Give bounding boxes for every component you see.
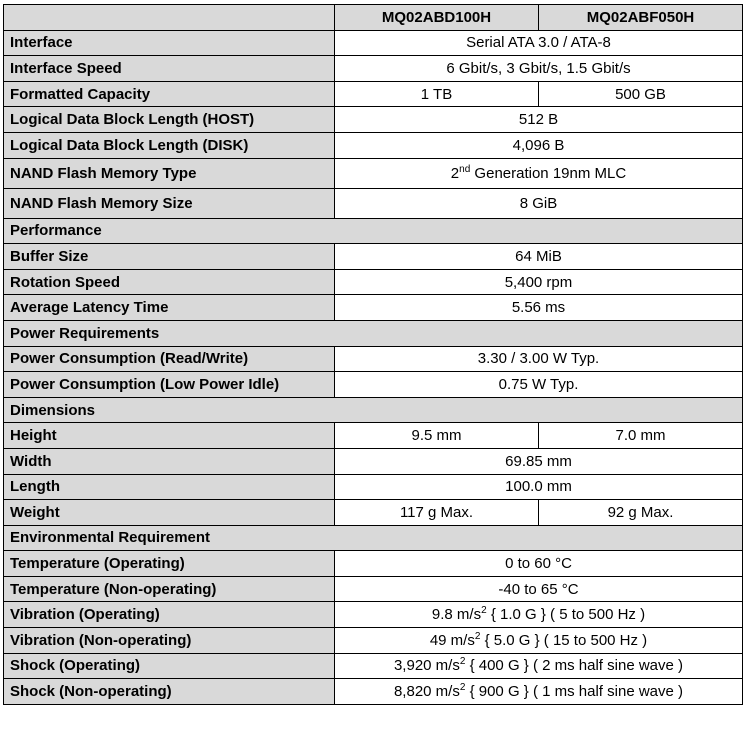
spec-value: 3.30 / 3.00 W Typ. [335,346,743,372]
spec-value: 64 MiB [335,244,743,270]
spec-table [3,4,743,705]
spec-value-text: 3,920 m/s [393,657,460,675]
spec-value-superscript: 2 [481,605,487,617]
spec-label: Interface [4,30,335,56]
spec-label: Temperature (Operating) [4,551,335,577]
spec-value-model-a: 9.5 mm [335,423,539,449]
spec-label: Vibration (Non-operating) [4,628,335,654]
section-title: Dimensions [4,397,743,423]
spec-row [4,56,743,82]
corner-cell [4,5,335,31]
section-row [4,525,743,551]
spec-value-text: 49 m/s [429,631,475,649]
section-row [4,218,743,244]
spec-label: Power Consumption (Low Power Idle) [4,372,335,398]
spec-value-text: { 400 G } ( 2 ms half sine wave ) [465,657,684,675]
spec-row [4,500,743,526]
spec-label: NAND Flash Memory Size [4,188,335,218]
spec-row [4,30,743,56]
spec-value-text: 9.8 m/s [431,606,482,624]
header-row [4,5,743,31]
spec-value-text: { 1.0 G } ( 5 to 500 Hz ) [486,606,646,624]
spec-row [4,295,743,321]
spec-value-superscript: 2 [459,682,466,694]
spec-value-text: { 900 G } ( 1 ms half sine wave ) [465,683,684,701]
spec-value-text: 8,820 m/s [393,683,460,701]
spec-row [4,602,743,628]
section-row [4,397,743,423]
spec-row [4,107,743,133]
spec-table-body [4,5,743,705]
section-row [4,320,743,346]
spec-value: 69.85 mm [335,448,743,474]
spec-row [4,474,743,500]
spec-value-text: 2 [450,164,460,182]
spec-value: Serial ATA 3.0 / ATA-8 [335,30,743,56]
spec-value-model-a: 1 TB [335,81,539,107]
spec-row [4,653,743,679]
spec-label: Width [4,448,335,474]
spec-value [335,602,743,628]
spec-value: -40 to 65 °C [335,576,743,602]
spec-value-text: Generation 19nm MLC [470,164,627,182]
spec-value: 6 Gbit/s, 3 Gbit/s, 1.5 Gbit/s [335,56,743,82]
spec-label: Weight [4,500,335,526]
spec-label: Buffer Size [4,244,335,270]
spec-value [335,679,743,705]
spec-label: Length [4,474,335,500]
model-a-header: MQ02ABD100H [335,5,539,31]
spec-row [4,132,743,158]
spec-label: Average Latency Time [4,295,335,321]
spec-value: 512 B [335,107,743,133]
spec-row [4,372,743,398]
model-b-header: MQ02ABF050H [539,5,743,31]
spec-value-model-a: 117 g Max. [335,500,539,526]
spec-row [4,346,743,372]
spec-value-model-b: 92 g Max. [539,500,743,526]
spec-value-model-b: 500 GB [539,81,743,107]
spec-row [4,158,743,188]
spec-value: 0 to 60 °C [335,551,743,577]
spec-label: NAND Flash Memory Type [4,158,335,188]
spec-value-model-b: 7.0 mm [539,423,743,449]
spec-label: Logical Data Block Length (DISK) [4,132,335,158]
spec-label: Temperature (Non-operating) [4,576,335,602]
spec-row [4,269,743,295]
spec-value-superscript: 2 [474,630,481,642]
spec-label: Shock (Operating) [4,653,335,679]
spec-label: Formatted Capacity [4,81,335,107]
spec-label: Logical Data Block Length (HOST) [4,107,335,133]
spec-row [4,423,743,449]
spec-row [4,448,743,474]
spec-label: Interface Speed [4,56,335,82]
spec-value-superscript: nd [459,163,471,175]
spec-value-text: { 5.0 G } ( 15 to 500 Hz ) [480,631,648,649]
spec-label: Vibration (Operating) [4,602,335,628]
spec-value [335,653,743,679]
spec-row [4,628,743,654]
spec-label: Height [4,423,335,449]
spec-row [4,188,743,218]
spec-row [4,551,743,577]
spec-row [4,576,743,602]
spec-value: 8 GiB [335,188,743,218]
spec-value: 100.0 mm [335,474,743,500]
spec-value: 5,400 rpm [335,269,743,295]
section-title: Environmental Requirement [4,525,743,551]
spec-label: Power Consumption (Read/Write) [4,346,335,372]
section-title: Power Requirements [4,320,743,346]
spec-row [4,244,743,270]
section-title: Performance [4,218,743,244]
spec-label: Rotation Speed [4,269,335,295]
spec-row [4,81,743,107]
spec-value: 0.75 W Typ. [335,372,743,398]
spec-row [4,679,743,705]
spec-label: Shock (Non-operating) [4,679,335,705]
spec-value [335,158,743,188]
spec-value [335,628,743,654]
spec-value: 4,096 B [335,132,743,158]
spec-value: 5.56 ms [335,295,743,321]
spec-value-superscript: 2 [459,656,466,668]
